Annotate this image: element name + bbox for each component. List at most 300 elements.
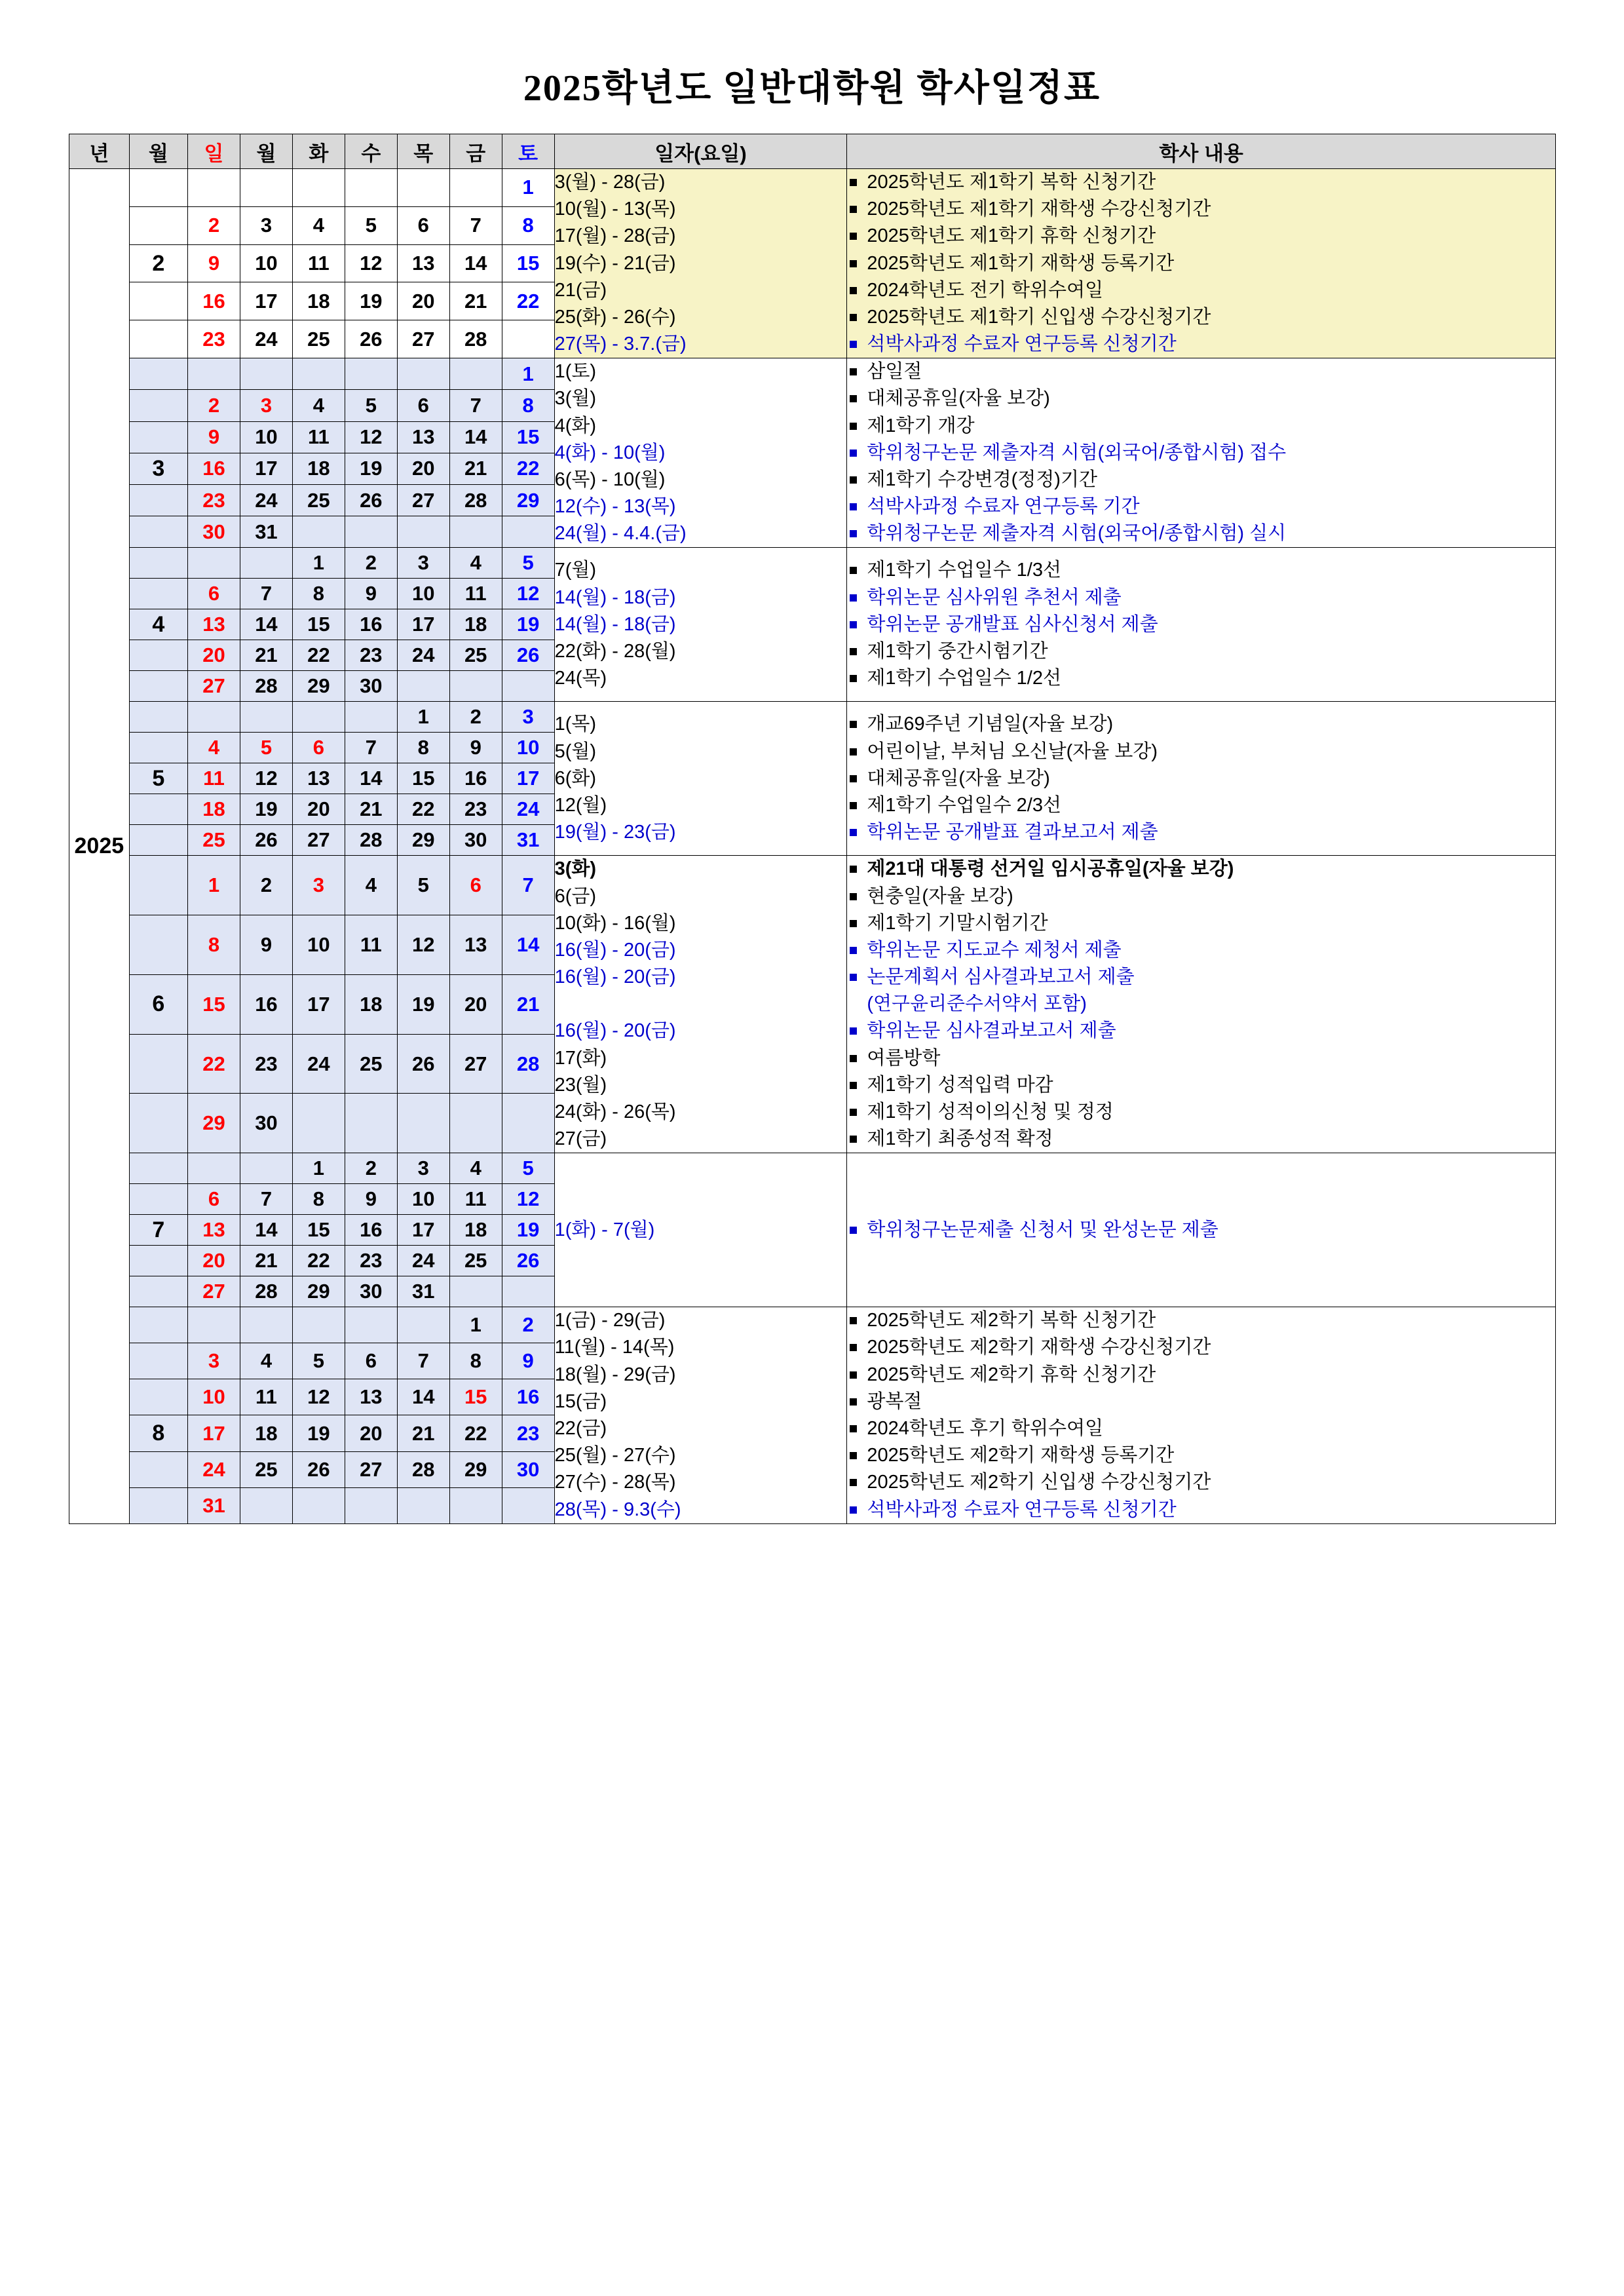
event-list — [847, 711, 1555, 846]
day-cell — [502, 516, 554, 548]
date-column-cell — [554, 702, 847, 856]
day-cell: 29 — [502, 484, 554, 516]
day-cell: 11 — [449, 1184, 502, 1215]
day-cell: 5 — [345, 390, 397, 421]
event-list — [847, 1217, 1555, 1244]
event-item: 대체공휴일(자율 보강) — [847, 765, 1555, 792]
day-cell: 31 — [240, 516, 292, 548]
day-cell — [345, 358, 397, 390]
month-cell-empty — [129, 1246, 187, 1276]
event-item: 학위청구논문제출 신청서 및 완성논문 제출 — [847, 1217, 1555, 1244]
header-weekday-tue: 화 — [292, 134, 345, 169]
day-cell: 7 — [345, 733, 397, 763]
month-cell-empty — [129, 579, 187, 609]
day-cell — [345, 169, 397, 207]
day-cell: 21 — [240, 1246, 292, 1276]
event-item: 2025학년도 제2학기 신입생 수강신청기간 — [847, 1469, 1555, 1496]
day-cell: 9 — [345, 1184, 397, 1215]
month-cell: 6 — [129, 974, 187, 1034]
calendar-week-row — [69, 1153, 1556, 1184]
day-cell — [240, 548, 292, 579]
header-weekday-thu: 목 — [397, 134, 449, 169]
month-cell-empty — [129, 856, 187, 915]
date-line: 5(월) — [554, 740, 597, 762]
date-line: 15(금) — [554, 1390, 607, 1412]
event-item: 제1학기 최종성적 확정 — [847, 1126, 1555, 1153]
date-line: 27(목) - 3.7.(금) — [554, 334, 687, 355]
day-cell: 12 — [397, 915, 449, 975]
day-cell: 5 — [292, 1343, 345, 1379]
day-cell: 16 — [188, 282, 240, 320]
date-line: 22(화) - 28(월) — [554, 640, 676, 662]
date-line: 4(화) — [554, 415, 597, 436]
day-cell: 5 — [502, 1153, 554, 1184]
day-cell: 26 — [502, 640, 554, 671]
day-cell: 6 — [449, 856, 502, 915]
date-line: 28(목) - 9.3(수) — [554, 1499, 681, 1520]
date-line: 10(월) - 13(목) — [554, 199, 676, 220]
month-cell-empty — [129, 421, 187, 453]
day-cell: 11 — [292, 244, 345, 282]
day-cell: 4 — [292, 390, 345, 421]
day-cell: 21 — [240, 640, 292, 671]
day-cell: 20 — [188, 640, 240, 671]
date-line: 6(화) — [554, 767, 597, 789]
day-cell — [188, 358, 240, 390]
day-cell: 13 — [188, 609, 240, 640]
table-body — [69, 169, 1556, 1524]
day-cell: 28 — [449, 320, 502, 358]
day-cell — [188, 169, 240, 207]
day-cell: 27 — [397, 484, 449, 516]
day-cell: 1 — [449, 1307, 502, 1343]
day-cell — [240, 169, 292, 207]
day-cell: 24 — [292, 1034, 345, 1094]
date-line: 14(월) - 18(금) — [554, 586, 676, 608]
day-cell: 4 — [188, 733, 240, 763]
day-cell: 14 — [240, 1215, 292, 1246]
day-cell: 19 — [240, 794, 292, 825]
day-cell — [449, 358, 502, 390]
day-cell: 10 — [188, 1379, 240, 1415]
day-cell: 22 — [502, 282, 554, 320]
day-cell: 13 — [397, 421, 449, 453]
day-cell: 28 — [240, 1276, 292, 1307]
day-cell: 28 — [502, 1034, 554, 1094]
event-item: 2025학년도 제2학기 복학 신청기간 — [847, 1307, 1555, 1334]
day-cell — [188, 1153, 240, 1184]
academic-calendar-table — [69, 134, 1556, 1524]
header-year: 년 — [69, 134, 130, 169]
day-cell — [345, 702, 397, 733]
day-cell — [292, 702, 345, 733]
day-cell — [240, 358, 292, 390]
day-cell: 10 — [292, 915, 345, 975]
content-column-cell — [847, 1153, 1556, 1307]
day-cell: 29 — [292, 1276, 345, 1307]
day-cell: 29 — [292, 671, 345, 702]
date-line: 24(목) — [554, 668, 607, 689]
day-cell — [292, 358, 345, 390]
day-cell: 22 — [292, 640, 345, 671]
date-line: 16(월) - 20(금) — [554, 966, 676, 988]
header-weekday-sat: 토 — [502, 134, 554, 169]
event-list — [847, 1307, 1555, 1523]
event-item: 학위논문 심사결과보고서 제출 — [847, 1018, 1555, 1044]
date-line: 19(수) - 21(금) — [554, 252, 676, 274]
day-cell: 30 — [188, 516, 240, 548]
month-cell: 3 — [129, 453, 187, 484]
day-cell — [449, 169, 502, 207]
date-line: 1(토) — [554, 361, 597, 383]
day-cell: 25 — [188, 825, 240, 856]
day-cell: 18 — [292, 282, 345, 320]
event-item: 어린이날, 부처님 오신날(자율 보강) — [847, 738, 1555, 765]
month-cell-empty — [129, 1307, 187, 1343]
day-cell: 12 — [240, 763, 292, 794]
day-cell: 19 — [292, 1415, 345, 1451]
day-cell: 17 — [240, 453, 292, 484]
day-cell: 6 — [397, 390, 449, 421]
day-cell — [397, 1307, 449, 1343]
month-cell-empty — [129, 1184, 187, 1215]
date-column-cell — [554, 548, 847, 702]
day-cell — [292, 1307, 345, 1343]
event-list — [847, 557, 1555, 692]
day-cell: 30 — [345, 671, 397, 702]
day-cell: 21 — [449, 453, 502, 484]
day-cell: 22 — [449, 1415, 502, 1451]
day-cell: 8 — [502, 206, 554, 244]
day-cell — [188, 1307, 240, 1343]
day-cell: 24 — [188, 1451, 240, 1487]
content-column-cell — [847, 548, 1556, 702]
day-cell: 2 — [188, 206, 240, 244]
day-cell: 20 — [292, 794, 345, 825]
date-line — [555, 991, 847, 1018]
day-cell: 17 — [502, 763, 554, 794]
day-cell: 31 — [502, 825, 554, 856]
month-cell-empty — [129, 1343, 187, 1379]
day-cell: 18 — [292, 453, 345, 484]
day-cell — [397, 1487, 449, 1523]
day-cell — [449, 516, 502, 548]
header-month: 월 — [129, 134, 187, 169]
day-cell — [345, 1094, 397, 1153]
date-line: 23(월) — [554, 1074, 607, 1096]
day-cell: 7 — [449, 206, 502, 244]
day-cell: 19 — [345, 282, 397, 320]
day-cell: 7 — [502, 856, 554, 915]
day-cell: 26 — [292, 1451, 345, 1487]
day-cell: 14 — [240, 609, 292, 640]
day-cell: 12 — [502, 1184, 554, 1215]
date-line: 17(월) - 28(금) — [554, 225, 676, 247]
year-cell: 2025 — [69, 169, 130, 1524]
day-cell: 3 — [397, 548, 449, 579]
day-cell: 4 — [292, 206, 345, 244]
day-cell: 26 — [345, 484, 397, 516]
day-cell: 25 — [449, 1246, 502, 1276]
day-cell: 5 — [397, 856, 449, 915]
day-cell: 6 — [397, 206, 449, 244]
content-column-cell — [847, 358, 1556, 548]
month-cell-empty — [129, 733, 187, 763]
day-cell: 24 — [240, 320, 292, 358]
day-cell — [502, 1094, 554, 1153]
day-cell: 24 — [502, 794, 554, 825]
date-line: 25(화) - 26(수) — [554, 306, 676, 328]
date-line: 18(월) - 29(금) — [554, 1364, 676, 1385]
event-item: 제1학기 수업일수 2/3선 — [847, 792, 1555, 819]
day-cell — [397, 516, 449, 548]
day-cell — [449, 671, 502, 702]
day-cell: 19 — [345, 453, 397, 484]
day-cell: 2 — [345, 1153, 397, 1184]
day-cell: 14 — [502, 915, 554, 975]
day-cell: 27 — [449, 1034, 502, 1094]
day-cell: 17 — [292, 974, 345, 1034]
day-cell: 14 — [449, 421, 502, 453]
day-cell: 9 — [188, 421, 240, 453]
event-item: 논문계획서 심사결과보고서 제출 — [847, 964, 1555, 991]
day-cell: 22 — [397, 794, 449, 825]
day-cell: 8 — [397, 733, 449, 763]
day-cell: 16 — [345, 609, 397, 640]
day-cell: 8 — [292, 1184, 345, 1215]
day-cell: 22 — [292, 1246, 345, 1276]
day-cell: 16 — [345, 1215, 397, 1246]
day-cell: 20 — [397, 282, 449, 320]
day-cell — [292, 1487, 345, 1523]
month-cell-empty — [129, 358, 187, 390]
day-cell: 13 — [188, 1215, 240, 1246]
day-cell: 13 — [345, 1379, 397, 1415]
day-cell: 24 — [397, 640, 449, 671]
month-cell: 5 — [129, 763, 187, 794]
day-cell: 3 — [397, 1153, 449, 1184]
day-cell: 17 — [397, 1215, 449, 1246]
day-cell: 26 — [345, 320, 397, 358]
month-cell-empty — [129, 1034, 187, 1094]
day-cell: 16 — [449, 763, 502, 794]
event-list — [847, 169, 1555, 358]
date-line: 6(금) — [554, 885, 597, 907]
day-cell: 25 — [449, 640, 502, 671]
day-cell: 23 — [502, 1415, 554, 1451]
day-cell: 23 — [188, 484, 240, 516]
day-cell: 10 — [240, 244, 292, 282]
day-cell: 17 — [240, 282, 292, 320]
date-line: 21(금) — [554, 279, 607, 301]
date-line: 16(월) - 20(금) — [554, 1020, 676, 1042]
day-cell: 19 — [502, 1215, 554, 1246]
day-cell: 25 — [240, 1451, 292, 1487]
day-cell: 6 — [345, 1343, 397, 1379]
day-cell — [345, 1487, 397, 1523]
day-cell: 1 — [292, 1153, 345, 1184]
day-cell: 15 — [292, 609, 345, 640]
day-cell: 11 — [345, 915, 397, 975]
event-item: 여름방학 — [847, 1045, 1555, 1072]
month-cell-empty — [129, 320, 187, 358]
day-cell: 10 — [397, 579, 449, 609]
calendar-week-row — [69, 169, 1556, 207]
table-header — [69, 134, 1556, 169]
day-cell — [449, 1276, 502, 1307]
page-title: 2025학년도 일반대학원 학사일정표 — [523, 68, 1101, 109]
day-cell: 9 — [240, 915, 292, 975]
day-cell — [397, 169, 449, 207]
day-cell: 4 — [449, 1153, 502, 1184]
day-cell: 29 — [188, 1094, 240, 1153]
day-cell — [502, 671, 554, 702]
day-cell — [292, 169, 345, 207]
day-cell: 8 — [292, 579, 345, 609]
event-item: 2025학년도 제1학기 재학생 등록기간 — [847, 250, 1555, 277]
day-cell: 12 — [502, 579, 554, 609]
content-column-cell — [847, 856, 1556, 1153]
date-column-cell — [554, 1307, 847, 1523]
day-cell: 11 — [188, 763, 240, 794]
day-cell — [292, 516, 345, 548]
date-line: 17(화) — [554, 1047, 607, 1069]
day-cell: 9 — [345, 579, 397, 609]
day-cell: 23 — [345, 640, 397, 671]
day-cell: 16 — [188, 453, 240, 484]
event-item: (연구윤리준수서약서 포함) — [867, 993, 1087, 1015]
day-cell: 7 — [240, 1184, 292, 1215]
month-cell-empty — [129, 1487, 187, 1523]
event-item: 개교69주년 기념일(자율 보강) — [847, 711, 1555, 738]
day-cell — [502, 1276, 554, 1307]
month-cell-empty — [129, 794, 187, 825]
calendar-week-row — [69, 358, 1556, 390]
day-cell: 8 — [449, 1343, 502, 1379]
day-cell — [345, 1307, 397, 1343]
month-cell-empty — [129, 548, 187, 579]
day-cell: 10 — [502, 733, 554, 763]
day-cell: 11 — [240, 1379, 292, 1415]
day-cell: 20 — [345, 1415, 397, 1451]
day-cell — [397, 1094, 449, 1153]
day-cell: 13 — [397, 244, 449, 282]
day-cell — [240, 1307, 292, 1343]
day-cell: 25 — [292, 320, 345, 358]
day-cell: 7 — [240, 579, 292, 609]
day-cell: 26 — [502, 1246, 554, 1276]
month-cell: 2 — [129, 244, 187, 282]
header-content: 학사 내용 — [847, 134, 1556, 169]
day-cell: 15 — [397, 763, 449, 794]
day-cell — [240, 1153, 292, 1184]
date-line: 1(목) — [554, 714, 597, 735]
day-cell: 12 — [292, 1379, 345, 1415]
day-cell: 9 — [188, 244, 240, 282]
day-cell: 24 — [397, 1246, 449, 1276]
day-cell: 28 — [397, 1451, 449, 1487]
content-column-cell — [847, 169, 1556, 358]
month-cell-empty — [129, 516, 187, 548]
day-cell — [502, 320, 554, 358]
month-cell: 7 — [129, 1215, 187, 1246]
day-cell: 1 — [502, 358, 554, 390]
date-line: 24(월) - 4.4.(금) — [554, 523, 687, 545]
month-cell-empty — [129, 484, 187, 516]
day-cell — [188, 702, 240, 733]
day-cell: 30 — [502, 1451, 554, 1487]
date-line: 25(월) - 27(수) — [554, 1445, 676, 1466]
day-cell: 18 — [449, 1215, 502, 1246]
date-line: 27(수) - 28(목) — [554, 1472, 676, 1493]
month-cell-empty — [129, 640, 187, 671]
calendar-week-row — [69, 1307, 1556, 1343]
header-weekday-fri: 금 — [449, 134, 502, 169]
day-cell: 1 — [397, 702, 449, 733]
day-cell: 26 — [397, 1034, 449, 1094]
day-cell: 25 — [345, 1034, 397, 1094]
day-cell: 27 — [292, 825, 345, 856]
day-cell: 1 — [292, 548, 345, 579]
month-cell-empty — [129, 282, 187, 320]
event-item: 제1학기 수업일수 1/3선 — [847, 557, 1555, 584]
day-cell: 10 — [397, 1184, 449, 1215]
day-cell: 19 — [397, 974, 449, 1034]
day-cell: 15 — [502, 244, 554, 282]
day-cell: 22 — [502, 453, 554, 484]
day-cell: 20 — [188, 1246, 240, 1276]
calendar-week-row — [69, 856, 1556, 915]
day-cell: 15 — [292, 1215, 345, 1246]
day-cell: 27 — [188, 671, 240, 702]
date-line: 16(월) - 20(금) — [554, 939, 676, 961]
day-cell: 3 — [240, 206, 292, 244]
day-cell — [188, 548, 240, 579]
date-line: 3(화) — [554, 858, 597, 880]
day-cell: 6 — [188, 579, 240, 609]
day-cell — [449, 1094, 502, 1153]
day-cell: 30 — [345, 1276, 397, 1307]
day-cell: 30 — [240, 1094, 292, 1153]
day-cell: 28 — [345, 825, 397, 856]
day-cell: 4 — [345, 856, 397, 915]
day-cell — [345, 516, 397, 548]
day-cell: 2 — [240, 856, 292, 915]
day-cell: 4 — [240, 1343, 292, 1379]
day-cell — [449, 1487, 502, 1523]
day-cell: 3 — [292, 856, 345, 915]
day-cell: 18 — [240, 1415, 292, 1451]
event-item: 2024학년도 후기 학위수여일 — [847, 1415, 1555, 1442]
event-item: 2025학년도 제2학기 휴학 신청기간 — [847, 1362, 1555, 1388]
calendar-week-row — [69, 702, 1556, 733]
month-cell-empty — [129, 671, 187, 702]
day-cell: 2 — [345, 548, 397, 579]
day-cell: 8 — [188, 915, 240, 975]
day-cell: 16 — [502, 1379, 554, 1415]
day-cell: 14 — [345, 763, 397, 794]
date-column-cell — [554, 358, 847, 548]
day-cell: 6 — [188, 1184, 240, 1215]
day-cell: 20 — [397, 453, 449, 484]
date-line: 27(금) — [554, 1128, 607, 1150]
month-cell-empty — [129, 1451, 187, 1487]
event-item: 대체공휴일(자율 보강) — [847, 385, 1555, 412]
day-cell: 21 — [449, 282, 502, 320]
date-line: 7(월) — [554, 560, 597, 581]
day-cell: 3 — [188, 1343, 240, 1379]
date-column-cell — [554, 169, 847, 358]
